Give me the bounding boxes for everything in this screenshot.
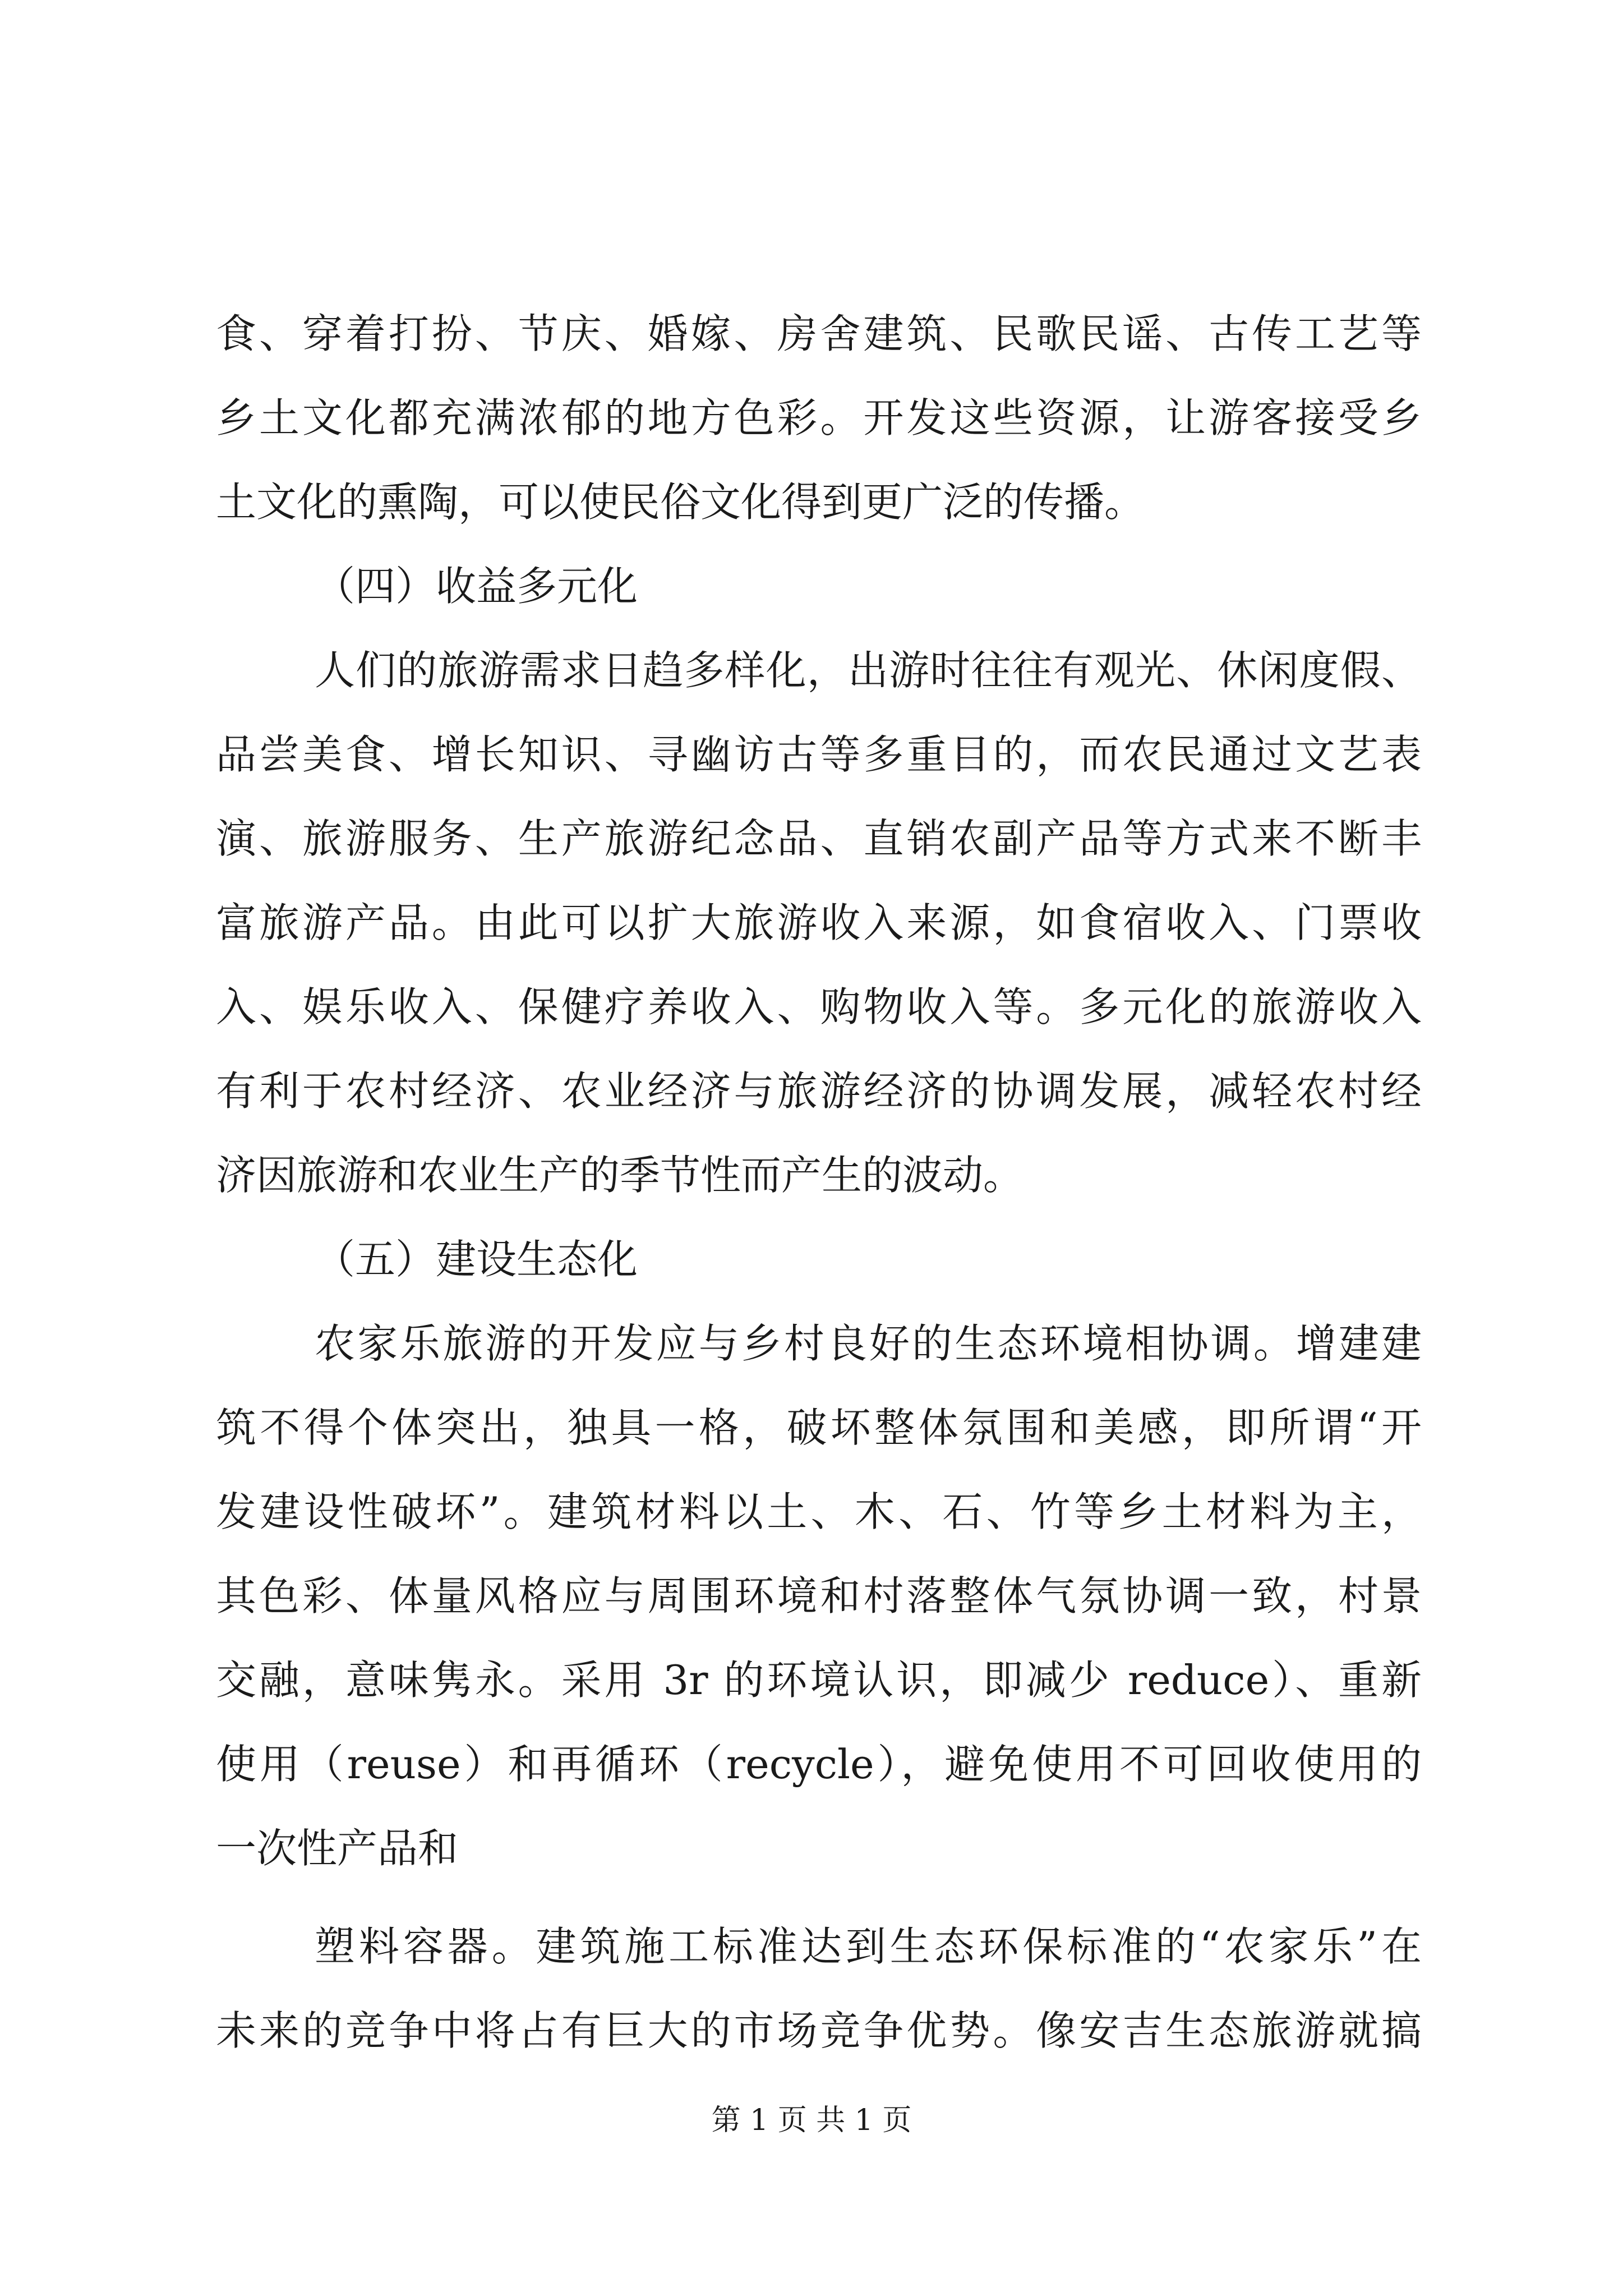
body-line: 一次性产品和: [216, 1825, 459, 1872]
body-line: 土文化的熏陶，可以使民俗文化得到更广泛的传播。: [216, 478, 1145, 526]
body-line: 农家乐旅游的开发应与乡村良好的生态环境相协调。增建建: [315, 1320, 1422, 1367]
page-number-footer: 第 1 页 共 1 页: [711, 2104, 912, 2137]
body-line: 食、穿着打扮、节庆、婚嫁、房舍建筑、民歌民谣、古传工艺等: [216, 310, 1422, 357]
body-line: 交融，意味隽永。采用 3r 的环境认识，即减少 reduce）、重新: [216, 1657, 1422, 1704]
body-line: 发建设性破坏”。建筑材料以土、木、石、竹等乡土材料为主，: [216, 1488, 1422, 1535]
body-line: 有利于农村经济、农业经济与旅游经济的协调发展，减轻农村经: [216, 1068, 1422, 1115]
body-line: 品尝美食、增长知识、寻幽访古等多重目的，而农民通过文艺表: [216, 731, 1422, 778]
body-line: 入、娱乐收入、保健疗养收入、购物收入等。多元化的旅游收入: [216, 983, 1422, 1030]
section-heading: （四）收益多元化: [315, 563, 638, 610]
body-line: 乡土文化都充满浓郁的地方色彩。开发这些资源，让游客接受乡: [216, 394, 1422, 441]
body-line: 使用（reuse）和再循环（recycle），避免使用不可回收使用的: [216, 1741, 1422, 1788]
body-line: 人们的旅游需求日趋多样化，出游时往往有观光、休闲度假、: [315, 647, 1422, 694]
body-line: 富旅游产品。由此可以扩大旅游收入来源，如食宿收入、门票收: [216, 899, 1422, 946]
body-line: 塑料容器。建筑施工标准达到生态环保标准的“农家乐”在: [315, 1923, 1422, 1970]
body-line: 其色彩、体量风格应与周围环境和村落整体气氛协调一致，村景: [216, 1572, 1422, 1619]
body-line: 济因旅游和农业生产的季节性而产生的波动。: [216, 1152, 1024, 1199]
body-line: 筑不得个体突出，独具一格，破坏整体氛围和美感，即所谓“开: [216, 1404, 1422, 1451]
body-line: 演、旅游服务、生产旅游纪念品、直销农副产品等方式来不断丰: [216, 815, 1422, 862]
body-text: [216, 292, 1422, 2073]
section-heading: （五）建设生态化: [315, 1236, 638, 1283]
body-line: 未来的竞争中将占有巨大的市场竞争优势。像安吉生态旅游就搞: [216, 2007, 1422, 2054]
